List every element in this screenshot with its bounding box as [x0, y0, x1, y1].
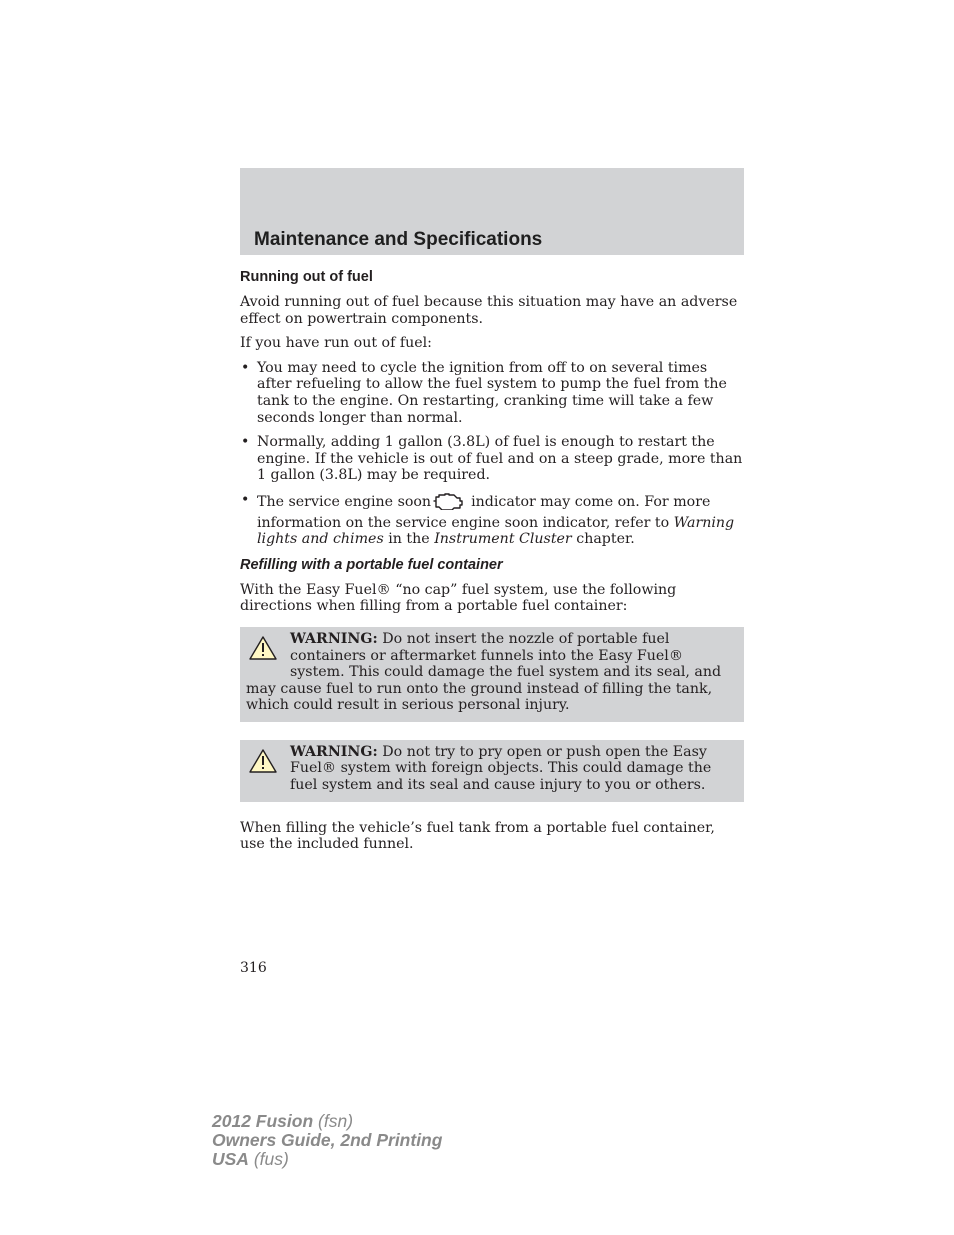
warning-box — [240, 740, 744, 802]
list-item: • Normally, adding 1 gallon (3.8L) of fuel is enough to restart the engine. If the vehicle is out of fuel and on a steep grade, more than 1 gallon (3.8L) may be required. — [240, 434, 744, 484]
paragraph: When filling the vehicle’s fuel tank from a portable fuel container, use the included funnel. — [240, 819, 715, 853]
warning-label: WARNING: — [290, 630, 378, 647]
section-title-refilling: Refilling with a portable fuel container — [240, 556, 503, 573]
section-header-band — [240, 168, 744, 255]
footer-line — [212, 1131, 442, 1150]
bullet-list — [240, 360, 744, 548]
page-number: 316 — [240, 960, 267, 976]
document-footer — [212, 1112, 442, 1169]
footer-edition: Owners Guide, 2nd Printing — [212, 1130, 443, 1150]
chapter-title: Maintenance and Specifications — [254, 229, 543, 250]
warning-text: Do not insert the nozzle of portable fuel containers or aftermarket funnels into the Easy Fuel® system. This could damage the fuel system and its seal, and may cause fuel to run onto the ground instead of filling the tank, which could result in serious personal injury. — [246, 630, 722, 714]
footer-market: USA — [212, 1149, 249, 1169]
bullet-text: chapter. — [576, 531, 635, 548]
paragraph: Avoid running out of fuel because this situation may have an adverse effect on powertrain components. — [240, 294, 738, 327]
warning-label: WARNING: — [290, 743, 378, 760]
paragraph: With the Easy Fuel® “no cap” fuel system, use the following directions when filling from a portable fuel container: — [240, 581, 677, 615]
warning-triangle-icon — [248, 635, 278, 666]
list-item: • You may need to cycle the ignition from off to on several times after refueling to allow the fuel system to pump the fuel from the tank to the engine. On restarting, cranking time will take a few seconds longer than normal. — [240, 360, 744, 426]
footer-model: 2012 Fusion — [212, 1111, 314, 1131]
footer-code: (fsn) — [318, 1111, 354, 1131]
bullet-text: indicator may come on. For more information on the service engine soon indicator, refer to — [257, 493, 711, 531]
footer-line — [212, 1150, 442, 1169]
bullet-text: The service engine soon — [257, 493, 432, 510]
warning-text: Do not try to pry open or push open the Easy Fuel® system with foreign objects. This could damage the fuel system and its seal and cause injury to you or others. — [290, 743, 712, 794]
list-item — [240, 492, 744, 548]
check-engine-icon — [433, 492, 463, 515]
footer-line — [212, 1112, 442, 1131]
chapter-reference: Instrument Cluster — [434, 531, 572, 548]
warning-triangle-icon — [248, 748, 278, 779]
section-title-running-out: Running out of fuel — [240, 269, 373, 285]
footer-code: (fus) — [253, 1149, 289, 1169]
chapter-reference: Warning lights and chimes — [257, 514, 735, 548]
paragraph: If you have run out of fuel: — [240, 335, 432, 352]
warning-box — [240, 627, 744, 722]
page-content — [240, 268, 744, 861]
bullet-text: in the — [388, 531, 430, 548]
